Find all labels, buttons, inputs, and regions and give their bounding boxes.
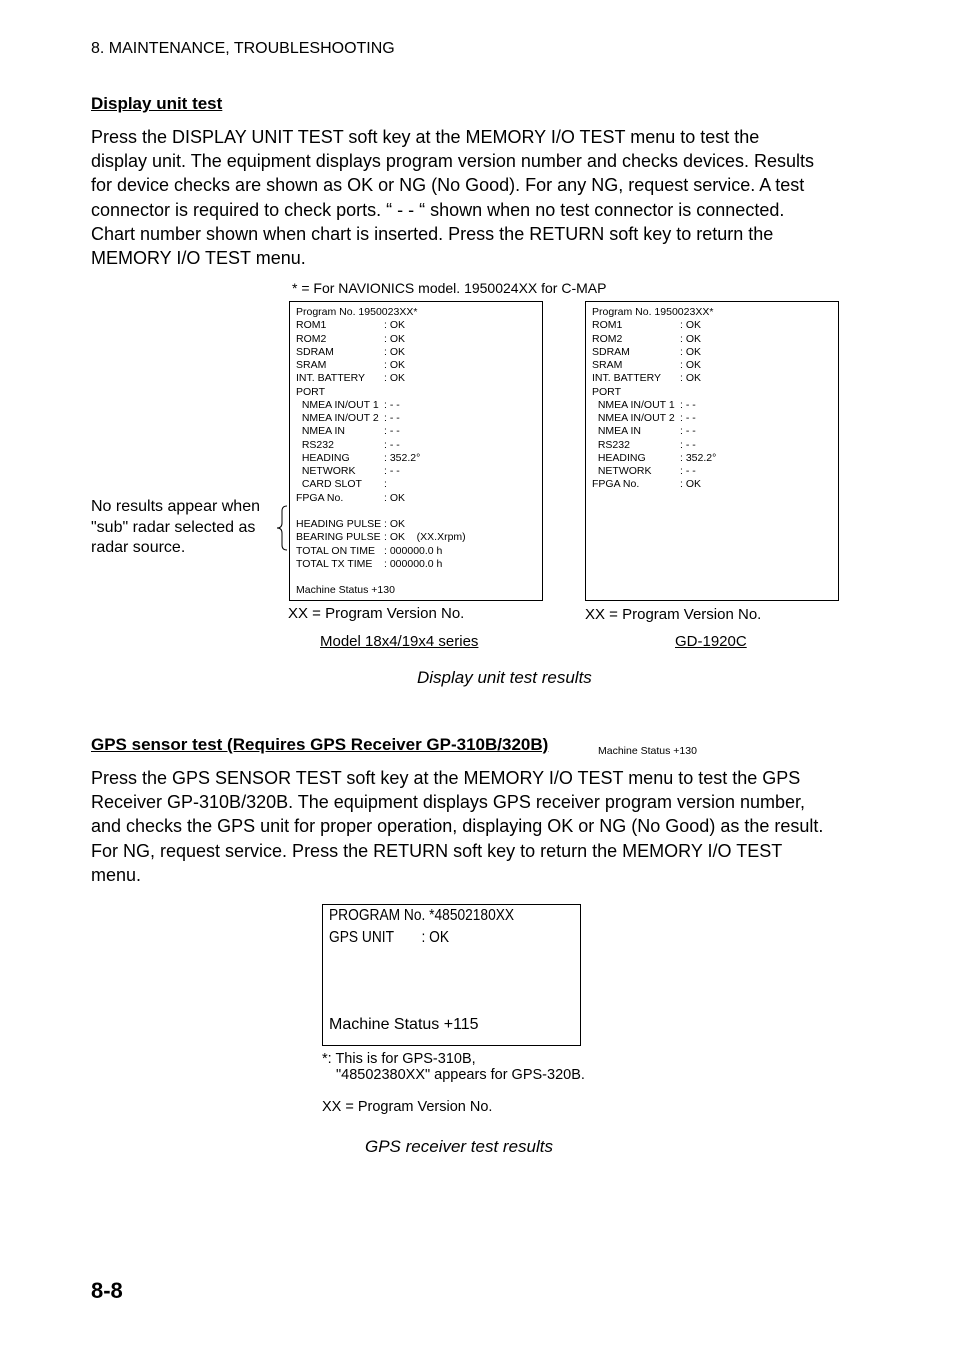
screen-row	[296, 478, 542, 491]
gps-program-number: PROGRAM No. *48502180XX	[329, 907, 515, 924]
display-test-caption: Display unit test results	[417, 668, 592, 687]
footnote-line: *: This is for GPS-310B,	[322, 1051, 476, 1067]
row-label: ROM1	[592, 319, 623, 332]
row-value: : - -	[680, 412, 696, 424]
row-label: INT. BATTERY	[296, 372, 366, 385]
row-label: NMEA IN	[592, 425, 642, 438]
row-label: FPGA No.	[296, 491, 344, 504]
gps-xx-note: XX = Program Version No.	[322, 1099, 493, 1115]
row-label: ROM2	[296, 332, 327, 345]
row-label: ROM1	[296, 319, 327, 332]
gps-machine-status: Machine Status +115	[329, 1016, 479, 1033]
screen-row	[296, 452, 542, 465]
paragraph-line: MEMORY I/O TEST menu.	[91, 248, 306, 269]
row-value: : OK	[384, 345, 406, 358]
paragraph-line: for device checks are shown as OK or NG (No Good). For any NG, request service. A test	[91, 175, 805, 196]
row-label: SDRAM	[296, 345, 334, 358]
row-value: : OK	[384, 491, 406, 504]
paragraph-line: For NG, request service. Press the RETURN soft key to return the MEMORY I/O TEST	[91, 840, 783, 861]
row-label: TOTAL ON TIME	[296, 544, 375, 557]
row-value: : OK	[384, 518, 406, 530]
row-label: SRAM	[296, 359, 327, 371]
row-value: :	[384, 478, 387, 491]
row-value: : - -	[384, 438, 400, 451]
display-test-screen-left	[289, 301, 543, 601]
screen-row	[592, 465, 838, 478]
row-value: : OK (XX.Xrpm)	[384, 531, 466, 544]
row-label: TOTAL TX TIME	[296, 557, 373, 570]
screen-row	[296, 518, 542, 531]
display-test-title: Display unit test	[91, 94, 223, 113]
running-header: 8. MAINTENANCE, TROUBLESHOOTING	[91, 40, 395, 57]
paragraph-line: Press the DISPLAY UNIT TEST soft key at the MEMORY I/O TEST menu to test the	[91, 127, 760, 147]
screen-row	[296, 465, 542, 478]
row-label: SRAM	[592, 359, 623, 371]
row-value: : OK	[680, 345, 702, 358]
row-label: NMEA IN	[296, 425, 346, 438]
model-label-right: GD-1920C	[675, 633, 747, 650]
screen-row	[296, 492, 542, 505]
row-label: NETWORK	[296, 465, 356, 477]
row-value: : OK	[384, 372, 406, 385]
screen-row	[296, 346, 542, 359]
program-number: Program No. 1950023XX*	[592, 306, 714, 318]
row-value: : 000000.0 h	[384, 544, 443, 557]
screen-row	[296, 439, 542, 452]
screen-row	[592, 333, 838, 346]
row-label: BEARING PULSE	[296, 531, 381, 544]
screen-row	[592, 439, 838, 452]
screen-row	[592, 452, 838, 465]
row-label: SDRAM	[592, 345, 630, 358]
screen-row	[592, 359, 838, 372]
row-value: : OK	[680, 359, 702, 371]
gps-test-caption: GPS receiver test results	[365, 1137, 554, 1156]
row-value: : OK	[680, 332, 702, 345]
screen-row	[296, 333, 542, 346]
row-value: : 352.2°	[680, 451, 717, 464]
screen-row	[296, 545, 542, 558]
row-label: RS232	[296, 438, 334, 451]
screen-row	[296, 319, 542, 332]
gps-unit-label: GPS UNIT	[329, 929, 394, 946]
row-label: NMEA IN/OUT 2	[592, 412, 675, 424]
screen-row	[296, 359, 542, 372]
screen-row	[592, 372, 838, 385]
row-value: : OK	[680, 478, 702, 491]
screen-row	[296, 531, 542, 544]
screen-row	[296, 399, 542, 412]
row-value: : 352.2°	[384, 451, 421, 464]
row-label: FPGA No.	[592, 478, 640, 491]
row-label: NMEA IN/OUT 1	[592, 398, 675, 411]
gps-footnote	[322, 1051, 585, 1083]
row-label: NMEA IN/OUT 1	[296, 398, 379, 411]
row-value: : - -	[384, 465, 400, 477]
paragraph-line: connector is required to check ports. “ - - “ shown when no test connector is connected.	[91, 199, 785, 220]
display-test-paragraph	[91, 125, 861, 270]
brace-icon	[276, 505, 290, 551]
gps-unit-value: : OK	[421, 929, 450, 946]
row-label: CARD SLOT	[296, 478, 362, 491]
row-label: PORT	[592, 385, 621, 398]
screen-row	[296, 425, 542, 438]
screen-row	[592, 412, 838, 425]
note-line: radar source.	[91, 539, 186, 556]
row-value: : - -	[680, 425, 696, 438]
page-number: 8-8	[91, 1278, 123, 1303]
program-number: Program No. 1950023XX*	[296, 306, 418, 318]
row-label: NMEA IN/OUT 2	[296, 412, 379, 424]
blank-line	[296, 571, 542, 584]
screen-row	[592, 425, 838, 438]
row-value: : OK	[384, 319, 406, 332]
screen-row	[592, 319, 838, 332]
screen-row	[296, 386, 542, 399]
row-label: PORT	[296, 385, 325, 398]
gps-test-title: GPS sensor test (Requires GPS Receiver GP-310B/320B)	[91, 735, 549, 754]
screen-row	[296, 558, 542, 571]
row-value: : - -	[680, 438, 696, 451]
screen-row	[592, 399, 838, 412]
row-label: HEADING	[296, 451, 350, 464]
blank-line	[296, 505, 542, 518]
model-label-left: Model 18x4/19x4 series	[320, 633, 479, 650]
sub-radar-note	[91, 497, 260, 559]
row-label: HEADING PULSE	[296, 518, 382, 530]
row-label: RS232	[592, 438, 630, 451]
machine-status: Machine Status +130	[598, 744, 697, 757]
paragraph-line: Press the GPS SENSOR TEST soft key at the MEMORY I/O TEST menu to test the GPS	[91, 768, 801, 788]
xx-note-right: XX = Program Version No.	[585, 606, 762, 623]
footnote-line: "48502380XX" appears for GPS-320B.	[336, 1067, 585, 1083]
screen-row	[592, 478, 838, 491]
row-label: NETWORK	[592, 465, 652, 477]
machine-status: Machine Status +130	[296, 584, 395, 597]
row-label: ROM2	[592, 332, 623, 345]
xx-note-left: XX = Program Version No.	[288, 605, 465, 622]
paragraph-line: Receiver GP-310B/320B. The equipment displays GPS receiver program version number,	[91, 792, 806, 813]
note-line: "sub" radar selected as	[91, 518, 256, 536]
row-value: : - -	[680, 398, 696, 411]
screen-row	[592, 386, 838, 399]
row-value: : OK	[680, 372, 702, 385]
note-line: No results appear when	[91, 498, 260, 515]
paragraph-line: display unit. The equipment displays program version number and checks devices. Results	[91, 151, 815, 172]
paragraph-line: and checks the GPS unit for proper operation, displaying OK or NG (No Good) as the result.	[91, 816, 824, 837]
row-value: : - -	[384, 398, 400, 411]
screen-row	[592, 346, 838, 359]
row-label: INT. BATTERY	[592, 372, 662, 385]
row-value: : - -	[384, 425, 400, 438]
screen-row	[296, 372, 542, 385]
gps-test-paragraph	[91, 766, 861, 887]
screen-row	[296, 412, 542, 425]
navionics-note: * = For NAVIONICS model. 1950024XX for C-MAP	[292, 280, 607, 296]
row-value: : - -	[680, 465, 696, 477]
row-value: : OK	[384, 359, 406, 371]
row-value: : - -	[384, 412, 400, 424]
row-value: : 000000.0 h	[384, 557, 443, 570]
paragraph-line: menu.	[91, 864, 142, 885]
paragraph-line: Chart number shown when chart is inserted. Press the RETURN soft key to return the	[91, 223, 774, 244]
row-label: HEADING	[592, 451, 646, 464]
row-value: : OK	[680, 319, 702, 332]
gps-unit-row	[329, 929, 449, 947]
row-value: : OK	[384, 332, 406, 345]
gps-test-screen	[322, 904, 581, 1046]
